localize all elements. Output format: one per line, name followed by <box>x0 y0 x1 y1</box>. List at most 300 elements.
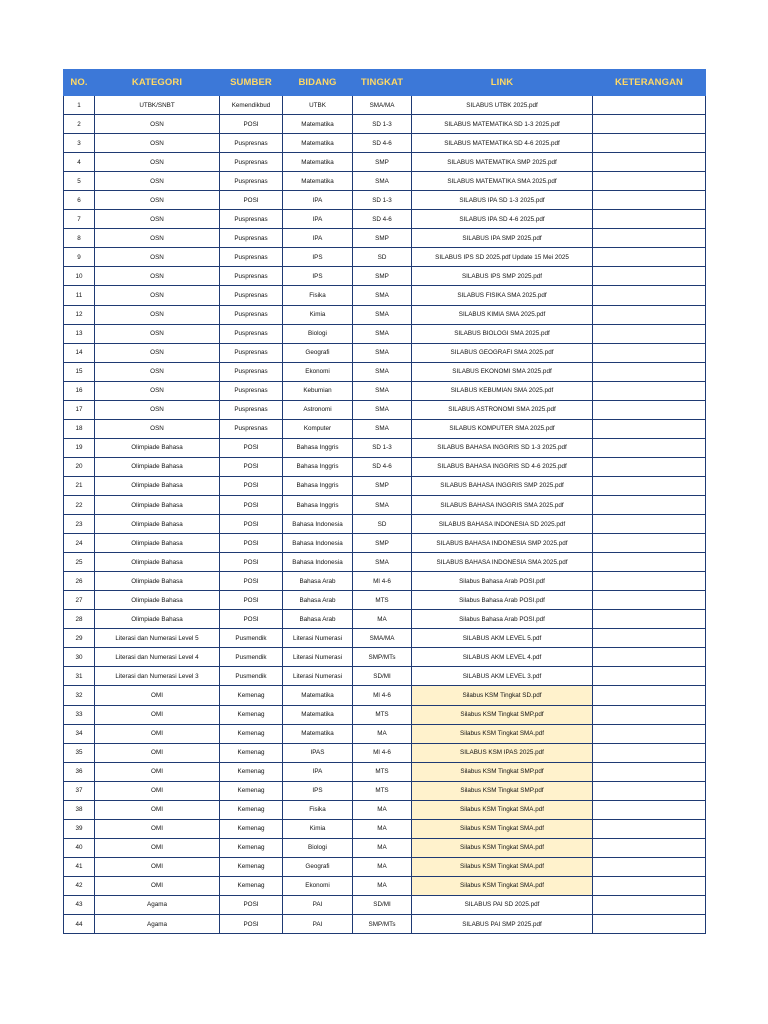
cell-kategori: Olimpiade Bahasa <box>95 534 220 553</box>
header-link: LINK <box>412 70 593 96</box>
cell-kategori: Olimpiade Bahasa <box>95 457 220 476</box>
cell-bidang: Literasi Numerasi <box>283 667 353 686</box>
table-row <box>64 210 706 229</box>
cell-link[interactable]: SILABUS UTBK 2025.pdf <box>412 96 593 115</box>
cell-keterangan[interactable] <box>593 343 706 362</box>
table-row <box>64 191 706 210</box>
cell-tingkat: SD <box>353 515 412 534</box>
cell-link[interactable]: SILABUS BIOLOGI SMA 2025.pdf <box>412 324 593 343</box>
cell-kategori: OMI <box>95 876 220 895</box>
cell-tingkat: SD 4-6 <box>353 457 412 476</box>
cell-sumber: Puspresnas <box>220 286 283 305</box>
cell-sumber: Kemenag <box>220 724 283 743</box>
cell-no: 20 <box>64 457 95 476</box>
cell-no: 3 <box>64 134 95 153</box>
cell-keterangan[interactable] <box>593 153 706 172</box>
table-row <box>64 819 706 838</box>
cell-sumber: Puspresnas <box>220 153 283 172</box>
cell-link[interactable]: SILABUS MATEMATIKA SMA 2025.pdf <box>412 172 593 191</box>
table-row <box>64 629 706 648</box>
cell-sumber: POSI <box>220 457 283 476</box>
cell-no: 2 <box>64 115 95 134</box>
cell-kategori: OMI <box>95 838 220 857</box>
cell-bidang: Bahasa Arab <box>283 572 353 591</box>
cell-link[interactable]: SILABUS BAHASA INGGRIS SMA 2025.pdf <box>412 495 593 514</box>
cell-link[interactable]: SILABUS KEBUMIAN SMA 2025.pdf <box>412 381 593 400</box>
cell-no: 39 <box>64 819 95 838</box>
cell-kategori: OSN <box>95 400 220 419</box>
cell-no: 34 <box>64 724 95 743</box>
table-row <box>64 705 706 724</box>
table-row <box>64 895 706 914</box>
cell-link[interactable]: SILABUS GEOGRAFI SMA 2025.pdf <box>412 343 593 362</box>
cell-keterangan[interactable] <box>593 286 706 305</box>
cell-link[interactable]: Silabus KSM Tingkat SMA.pdf <box>412 800 593 819</box>
cell-keterangan[interactable] <box>593 819 706 838</box>
cell-no: 40 <box>64 838 95 857</box>
cell-kategori: OSN <box>95 115 220 134</box>
cell-bidang: Matematika <box>283 686 353 705</box>
cell-sumber: POSI <box>220 915 283 934</box>
cell-keterangan[interactable] <box>593 838 706 857</box>
cell-tingkat: MA <box>353 724 412 743</box>
cell-keterangan[interactable] <box>593 857 706 876</box>
cell-link[interactable]: SILABUS PAI SMP 2025.pdf <box>412 915 593 934</box>
table-row <box>64 743 706 762</box>
cell-keterangan[interactable] <box>593 515 706 534</box>
cell-no: 24 <box>64 534 95 553</box>
cell-link[interactable]: SILABUS IPS SMP 2025.pdf <box>412 267 593 286</box>
cell-bidang: IPA <box>283 191 353 210</box>
cell-bidang: IPS <box>283 248 353 267</box>
cell-keterangan[interactable] <box>593 743 706 762</box>
cell-kategori: OMI <box>95 762 220 781</box>
cell-no: 26 <box>64 572 95 591</box>
cell-tingkat: MTS <box>353 591 412 610</box>
cell-keterangan[interactable] <box>593 648 706 667</box>
cell-sumber: Puspresnas <box>220 343 283 362</box>
cell-sumber: Puspresnas <box>220 210 283 229</box>
cell-bidang: Biologi <box>283 838 353 857</box>
cell-sumber: Pusmendik <box>220 648 283 667</box>
cell-kategori: Olimpiade Bahasa <box>95 495 220 514</box>
table-row <box>64 686 706 705</box>
cell-kategori: OMI <box>95 819 220 838</box>
cell-no: 29 <box>64 629 95 648</box>
cell-kategori: OMI <box>95 705 220 724</box>
cell-keterangan[interactable] <box>593 362 706 381</box>
cell-link[interactable]: Silabus KSM Tingkat SMA.pdf <box>412 838 593 857</box>
cell-link[interactable]: SILABUS IPA SD 4-6 2025.pdf <box>412 210 593 229</box>
cell-tingkat: SD/MI <box>353 667 412 686</box>
table-row <box>64 667 706 686</box>
cell-sumber: POSI <box>220 572 283 591</box>
cell-no: 35 <box>64 743 95 762</box>
cell-keterangan[interactable] <box>593 667 706 686</box>
table-row <box>64 648 706 667</box>
cell-tingkat: MA <box>353 876 412 895</box>
cell-no: 30 <box>64 648 95 667</box>
cell-kategori: Olimpiade Bahasa <box>95 515 220 534</box>
cell-sumber: POSI <box>220 438 283 457</box>
cell-link[interactable]: SILABUS MATEMATIKA SD 1-3 2025.pdf <box>412 115 593 134</box>
table-row <box>64 610 706 629</box>
cell-kategori: OSN <box>95 362 220 381</box>
cell-tingkat: MI 4-6 <box>353 743 412 762</box>
cell-keterangan[interactable] <box>593 629 706 648</box>
cell-no: 15 <box>64 362 95 381</box>
cell-tingkat: SMA <box>353 343 412 362</box>
cell-link[interactable]: Silabus KSM Tingkat SMA.pdf <box>412 857 593 876</box>
cell-tingkat: MA <box>353 857 412 876</box>
cell-keterangan[interactable] <box>593 419 706 438</box>
cell-kategori: OSN <box>95 267 220 286</box>
cell-kategori: OSN <box>95 343 220 362</box>
cell-tingkat: MTS <box>353 781 412 800</box>
cell-bidang: Matematika <box>283 115 353 134</box>
cell-no: 4 <box>64 153 95 172</box>
cell-link[interactable]: SILABUS BAHASA INGGRIS SD 1-3 2025.pdf <box>412 438 593 457</box>
cell-kategori: OMI <box>95 781 220 800</box>
cell-link[interactable]: SILABUS KSM IPAS 2025.pdf <box>412 743 593 762</box>
cell-kategori: Literasi dan Numerasi Level 4 <box>95 648 220 667</box>
cell-sumber: POSI <box>220 591 283 610</box>
cell-bidang: Ekonomi <box>283 362 353 381</box>
cell-keterangan[interactable] <box>593 229 706 248</box>
table-row <box>64 400 706 419</box>
cell-sumber: POSI <box>220 515 283 534</box>
cell-no: 23 <box>64 515 95 534</box>
cell-no: 8 <box>64 229 95 248</box>
cell-tingkat: SD 4-6 <box>353 134 412 153</box>
cell-tingkat: SMP <box>353 534 412 553</box>
cell-no: 28 <box>64 610 95 629</box>
table-row <box>64 476 706 495</box>
cell-bidang: Bahasa Inggris <box>283 457 353 476</box>
cell-tingkat: SMA/MA <box>353 629 412 648</box>
table-row <box>64 515 706 534</box>
cell-kategori: Olimpiade Bahasa <box>95 438 220 457</box>
cell-tingkat: SMP/MTs <box>353 915 412 934</box>
cell-keterangan[interactable] <box>593 915 706 934</box>
table-row <box>64 724 706 743</box>
cell-kategori: OSN <box>95 134 220 153</box>
table-row <box>64 781 706 800</box>
cell-link[interactable]: SILABUS KIMIA SMA 2025.pdf <box>412 305 593 324</box>
cell-link[interactable]: SILABUS BAHASA INDONESIA SD 2025.pdf <box>412 515 593 534</box>
cell-keterangan[interactable] <box>593 800 706 819</box>
cell-link[interactable]: Silabus KSM Tingkat SD.pdf <box>412 686 593 705</box>
cell-tingkat: MTS <box>353 705 412 724</box>
cell-no: 14 <box>64 343 95 362</box>
cell-kategori: OSN <box>95 286 220 305</box>
cell-bidang: IPA <box>283 210 353 229</box>
cell-keterangan[interactable] <box>593 381 706 400</box>
cell-sumber: Puspresnas <box>220 419 283 438</box>
cell-link[interactable]: SILABUS BAHASA INDONESIA SMA 2025.pdf <box>412 553 593 572</box>
cell-no: 38 <box>64 800 95 819</box>
cell-tingkat: MTS <box>353 762 412 781</box>
cell-tingkat: SMA <box>353 419 412 438</box>
cell-bidang: PAI <box>283 915 353 934</box>
cell-link[interactable]: Silabus KSM Tingkat SMP.pdf <box>412 762 593 781</box>
table-row <box>64 267 706 286</box>
cell-keterangan[interactable] <box>593 476 706 495</box>
cell-tingkat: SMP <box>353 476 412 495</box>
cell-link[interactable]: SILABUS MATEMATIKA SMP 2025.pdf <box>412 153 593 172</box>
table-row <box>64 457 706 476</box>
cell-keterangan[interactable] <box>593 591 706 610</box>
table-row <box>64 762 706 781</box>
cell-link[interactable]: SILABUS IPS SD 2025.pdf Update 15 Mei 2025 <box>412 248 593 267</box>
cell-kategori: OSN <box>95 229 220 248</box>
cell-no: 37 <box>64 781 95 800</box>
table-row <box>64 572 706 591</box>
cell-kategori: OSN <box>95 324 220 343</box>
cell-keterangan[interactable] <box>593 115 706 134</box>
cell-bidang: Fisika <box>283 286 353 305</box>
cell-link[interactable]: SILABUS IPA SMP 2025.pdf <box>412 229 593 248</box>
header-bidang: BIDANG <box>283 70 353 96</box>
cell-keterangan[interactable] <box>593 534 706 553</box>
cell-keterangan[interactable] <box>593 324 706 343</box>
cell-tingkat: SD 4-6 <box>353 210 412 229</box>
cell-bidang: IPS <box>283 267 353 286</box>
cell-link[interactable]: Silabus KSM Tingkat SMP.pdf <box>412 781 593 800</box>
cell-link[interactable]: Silabus Bahasa Arab POSI.pdf <box>412 572 593 591</box>
cell-sumber: POSI <box>220 895 283 914</box>
header-no: NO. <box>64 70 95 96</box>
cell-keterangan[interactable] <box>593 705 706 724</box>
cell-keterangan[interactable] <box>593 895 706 914</box>
cell-kategori: Agama <box>95 895 220 914</box>
cell-bidang: Bahasa Indonesia <box>283 534 353 553</box>
cell-sumber: Kemenag <box>220 819 283 838</box>
cell-link[interactable]: SILABUS KOMPUTER SMA 2025.pdf <box>412 419 593 438</box>
cell-bidang: IPAS <box>283 743 353 762</box>
cell-keterangan[interactable] <box>593 553 706 572</box>
cell-link[interactable]: Silabus KSM Tingkat SMP.pdf <box>412 705 593 724</box>
table-row <box>64 134 706 153</box>
cell-sumber: POSI <box>220 610 283 629</box>
cell-bidang: Bahasa Arab <box>283 610 353 629</box>
cell-tingkat: SD 1-3 <box>353 438 412 457</box>
cell-sumber: Kemenag <box>220 838 283 857</box>
cell-link[interactable]: Silabus Bahasa Arab POSI.pdf <box>412 610 593 629</box>
cell-keterangan[interactable] <box>593 762 706 781</box>
cell-link[interactable]: SILABUS BAHASA INGGRIS SD 4-6 2025.pdf <box>412 457 593 476</box>
cell-kategori: UTBK/SNBT <box>95 96 220 115</box>
cell-no: 42 <box>64 876 95 895</box>
cell-keterangan[interactable] <box>593 305 706 324</box>
table-row <box>64 229 706 248</box>
cell-sumber: Kemenag <box>220 781 283 800</box>
cell-no: 6 <box>64 191 95 210</box>
cell-sumber: POSI <box>220 534 283 553</box>
cell-sumber: POSI <box>220 115 283 134</box>
cell-tingkat: SMA <box>353 286 412 305</box>
cell-no: 12 <box>64 305 95 324</box>
cell-tingkat: SD <box>353 248 412 267</box>
cell-no: 21 <box>64 476 95 495</box>
header-keterangan: KETERANGAN <box>593 70 706 96</box>
cell-bidang: Geografi <box>283 857 353 876</box>
cell-kategori: OSN <box>95 172 220 191</box>
cell-keterangan[interactable] <box>593 781 706 800</box>
cell-keterangan[interactable] <box>593 876 706 895</box>
cell-kategori: Literasi dan Numerasi Level 3 <box>95 667 220 686</box>
cell-sumber: Puspresnas <box>220 229 283 248</box>
cell-bidang: UTBK <box>283 96 353 115</box>
cell-kategori: OSN <box>95 153 220 172</box>
cell-bidang: Kimia <box>283 819 353 838</box>
syllabus-table <box>63 69 706 934</box>
cell-bidang: Matematika <box>283 724 353 743</box>
cell-sumber: Puspresnas <box>220 267 283 286</box>
header-kategori: KATEGORI <box>95 70 220 96</box>
cell-keterangan[interactable] <box>593 191 706 210</box>
cell-kategori: OSN <box>95 248 220 267</box>
cell-no: 25 <box>64 553 95 572</box>
cell-kategori: OMI <box>95 857 220 876</box>
cell-sumber: Puspresnas <box>220 362 283 381</box>
cell-no: 32 <box>64 686 95 705</box>
cell-keterangan[interactable] <box>593 134 706 153</box>
cell-keterangan[interactable] <box>593 267 706 286</box>
cell-bidang: Ekonomi <box>283 876 353 895</box>
cell-no: 36 <box>64 762 95 781</box>
cell-keterangan[interactable] <box>593 96 706 115</box>
cell-sumber: Pusmendik <box>220 629 283 648</box>
cell-no: 5 <box>64 172 95 191</box>
table-row <box>64 553 706 572</box>
cell-keterangan[interactable] <box>593 210 706 229</box>
cell-bidang: Literasi Numerasi <box>283 629 353 648</box>
cell-link[interactable]: SILABUS BAHASA INGGRIS SMP 2025.pdf <box>412 476 593 495</box>
cell-no: 1 <box>64 96 95 115</box>
cell-bidang: Astronomi <box>283 400 353 419</box>
table-row <box>64 857 706 876</box>
cell-link[interactable]: SILABUS AKM LEVEL 3.pdf <box>412 667 593 686</box>
cell-link[interactable]: SILABUS IPA SD 1-3 2025.pdf <box>412 191 593 210</box>
cell-sumber: POSI <box>220 553 283 572</box>
cell-bidang: Matematika <box>283 134 353 153</box>
cell-sumber: Puspresnas <box>220 172 283 191</box>
cell-link[interactable]: SILABUS MATEMATIKA SD 4-6 2025.pdf <box>412 134 593 153</box>
header-tingkat: TINGKAT <box>353 70 412 96</box>
cell-bidang: Matematika <box>283 172 353 191</box>
cell-kategori: OMI <box>95 724 220 743</box>
cell-tingkat: MA <box>353 610 412 629</box>
cell-keterangan[interactable] <box>593 724 706 743</box>
cell-kategori: Olimpiade Bahasa <box>95 591 220 610</box>
table-body <box>64 96 706 934</box>
cell-kategori: Olimpiade Bahasa <box>95 572 220 591</box>
header-row <box>64 70 706 96</box>
cell-no: 27 <box>64 591 95 610</box>
cell-no: 41 <box>64 857 95 876</box>
cell-kategori: Olimpiade Bahasa <box>95 610 220 629</box>
cell-bidang: Matematika <box>283 153 353 172</box>
table-row <box>64 305 706 324</box>
cell-link[interactable]: Silabus KSM Tingkat SMA.pdf <box>412 819 593 838</box>
cell-no: 7 <box>64 210 95 229</box>
cell-keterangan[interactable] <box>593 248 706 267</box>
cell-keterangan[interactable] <box>593 172 706 191</box>
cell-sumber: POSI <box>220 476 283 495</box>
cell-link[interactable]: Silabus KSM Tingkat SMA.pdf <box>412 724 593 743</box>
cell-kategori: Literasi dan Numerasi Level 5 <box>95 629 220 648</box>
cell-tingkat: SMA <box>353 400 412 419</box>
table-row <box>64 800 706 819</box>
cell-kategori: OMI <box>95 743 220 762</box>
cell-sumber: Puspresnas <box>220 248 283 267</box>
cell-no: 31 <box>64 667 95 686</box>
cell-tingkat: SMA/MA <box>353 96 412 115</box>
table-row <box>64 248 706 267</box>
cell-keterangan[interactable] <box>593 610 706 629</box>
cell-sumber: Kemenag <box>220 762 283 781</box>
cell-tingkat: SMA <box>353 172 412 191</box>
cell-tingkat: SD 1-3 <box>353 191 412 210</box>
cell-no: 11 <box>64 286 95 305</box>
cell-no: 22 <box>64 495 95 514</box>
table-row <box>64 96 706 115</box>
cell-link[interactable]: SILABUS BAHASA INDONESIA SMP 2025.pdf <box>412 534 593 553</box>
cell-tingkat: SMP <box>353 153 412 172</box>
cell-link[interactable]: SILABUS EKONOMI SMA 2025.pdf <box>412 362 593 381</box>
cell-keterangan[interactable] <box>593 686 706 705</box>
table-row <box>64 343 706 362</box>
cell-tingkat: SD/MI <box>353 895 412 914</box>
cell-kategori: OSN <box>95 210 220 229</box>
cell-kategori: OMI <box>95 686 220 705</box>
table-row <box>64 286 706 305</box>
cell-link[interactable]: SILABUS ASTRONOMI SMA 2025.pdf <box>412 400 593 419</box>
cell-no: 16 <box>64 381 95 400</box>
cell-link[interactable]: Silabus KSM Tingkat SMA.pdf <box>412 876 593 895</box>
header-sumber: SUMBER <box>220 70 283 96</box>
cell-link[interactable]: SILABUS AKM LEVEL 4.pdf <box>412 648 593 667</box>
cell-keterangan[interactable] <box>593 572 706 591</box>
cell-tingkat: SMA <box>353 324 412 343</box>
cell-keterangan[interactable] <box>593 495 706 514</box>
table-row <box>64 438 706 457</box>
cell-tingkat: MA <box>353 819 412 838</box>
table-row <box>64 495 706 514</box>
cell-no: 33 <box>64 705 95 724</box>
cell-tingkat: SMA <box>353 495 412 514</box>
table-row <box>64 876 706 895</box>
cell-link[interactable]: Silabus Bahasa Arab POSI.pdf <box>412 591 593 610</box>
cell-kategori: OSN <box>95 419 220 438</box>
cell-link[interactable]: SILABUS PAI SD 2025.pdf <box>412 895 593 914</box>
cell-keterangan[interactable] <box>593 457 706 476</box>
cell-tingkat: SMP <box>353 229 412 248</box>
cell-tingkat: MA <box>353 800 412 819</box>
cell-link[interactable]: SILABUS AKM LEVEL 5.pdf <box>412 629 593 648</box>
cell-link[interactable]: SILABUS FISIKA SMA 2025.pdf <box>412 286 593 305</box>
cell-bidang: Bahasa Indonesia <box>283 553 353 572</box>
cell-bidang: Biologi <box>283 324 353 343</box>
cell-kategori: Olimpiade Bahasa <box>95 476 220 495</box>
cell-sumber: Kemenag <box>220 686 283 705</box>
cell-kategori: Olimpiade Bahasa <box>95 553 220 572</box>
cell-keterangan[interactable] <box>593 438 706 457</box>
cell-bidang: PAI <box>283 895 353 914</box>
cell-sumber: Puspresnas <box>220 381 283 400</box>
cell-keterangan[interactable] <box>593 400 706 419</box>
